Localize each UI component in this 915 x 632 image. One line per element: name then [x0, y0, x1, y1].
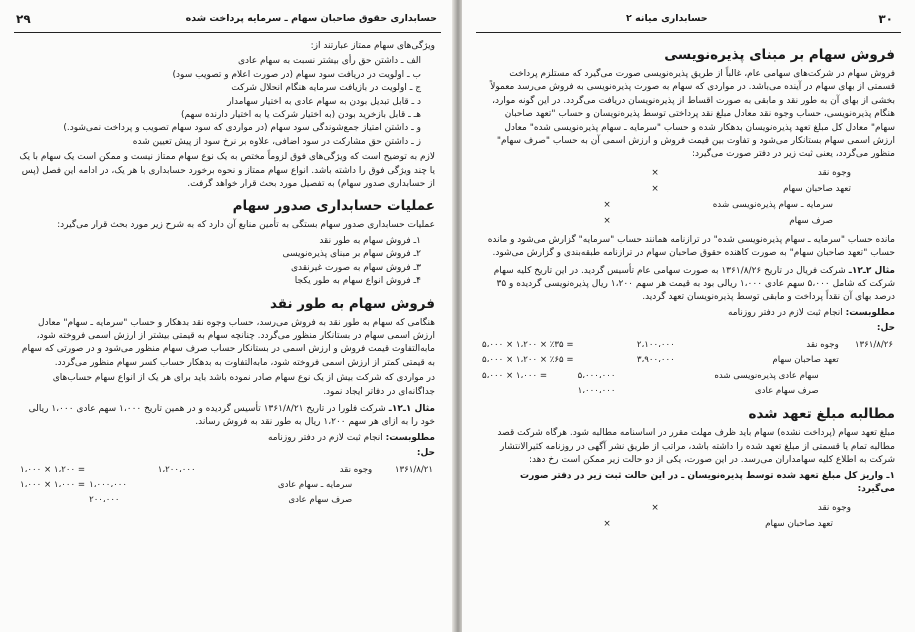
journal-row: [18, 478, 435, 493]
journal-calc: [18, 493, 87, 508]
example: [480, 265, 895, 305]
journal-account: تعهد صاحبان سهام: [772, 355, 839, 366]
feature-item: الف ـ داشتن حق رأی بیشتر نسبت به سهام عادی: [237, 56, 421, 67]
example-text: شرکت فریال در تاریخ ۱۳۶۱/۸/۲۶ به صورت سهامی عام تأسیس گردید. در این تاریخ کلیه سهام شرکت که شامل ۵،۰۰۰ سهم عادی ۱،۰۰۰ ریالی بود به قیمت هر سهم ۱،۲۰۰ ریال پذیره‌نویسی گردیده و ۳۵ درصد بهای آن نقداً پرداخت و مابقی توسط پذیره‌نویسان تعهد گردید.: [493, 265, 895, 303]
entry-row: [583, 516, 855, 532]
solution-label: حل:: [416, 448, 435, 459]
issuance-item: ۴ـ فروش انواع سهام به طور یکجا: [294, 276, 421, 287]
journal-credit: ۱،۰۰۰،۰۰۰: [577, 385, 616, 396]
entry-credit-mark: ×: [603, 216, 611, 227]
page-header: [14, 8, 441, 33]
feature-item: ج ـ اولویت در بازیافت سرمایه هنگام انحلال شرکت: [231, 83, 421, 94]
entry-row: [583, 500, 855, 516]
example: [18, 403, 435, 430]
journal-credit: ۲۰۰،۰۰۰: [89, 495, 120, 506]
required: [18, 432, 435, 445]
journal-credit: ۵،۰۰۰،۰۰۰: [577, 370, 616, 381]
example-text: شرکت فلورا در تاریخ ۱۳۶۱/۸/۲۱ تأسیس گردیده و در همین تاریخ ۱،۰۰۰ سهم عادی ۱،۰۰۰ ریالی خود را به ازای هر سهم ۱،۲۰۰ ریال به طور نقد به فروش رساند.: [28, 403, 435, 428]
entry-row: [583, 214, 855, 230]
journal-credit: [87, 463, 156, 478]
entry-debit-mark: [631, 516, 679, 532]
journal-credit: ۱،۰۰۰،۰۰۰: [89, 479, 127, 490]
case-title: ۱ـ واریز کل مبلغ تعهد شده توسط پذیره‌نویسان ـ در این حالت ثبت زیر در دفتر صورت می‌گیرد:: [520, 470, 895, 494]
journal-date: [374, 478, 435, 493]
journal-row: [480, 338, 895, 353]
section-heading: فروش سهام بر مبنای پذیره‌نویسی: [664, 47, 895, 63]
feature-item: ب ـ اولویت در دریافت سود سهام (در صورت اعلام و تصویب سود): [172, 69, 421, 80]
journal-debit: [156, 478, 225, 493]
page-content: [480, 40, 895, 536]
entry-row: [583, 182, 855, 198]
features-note: لازم به توضیح است که ویژگی‌های فوق لزوماً مختص به یک نوع سهام ممتاز نیست و ممکن است یک سهام با یک یا چند ویژگی فوق را داشته باشد. انواع سهام ممتاز و نحوه برخورد حسابداری با هر یک، در ادامه این فصل (پس از حسابداری صدور سهام) به تفصیل مورد بحث قرار خواهد گرفت.: [19, 152, 435, 190]
entry-template-table: [583, 166, 855, 230]
journal-date: ۱۳۶۱/۸/۲۶: [854, 339, 893, 350]
entry-credit-mark: [583, 182, 631, 198]
journal-debit: ۲،۱۰۰،۰۰۰: [636, 339, 675, 350]
entry-debit-mark: ×: [651, 184, 659, 195]
section-intro: عملیات حسابداری صدور سهام بستگی به تأمین منابع آن دارد که به شرح زیر مورد بحث قرار می‌گیرد:: [57, 220, 435, 231]
solution-label: حل:: [876, 323, 895, 334]
journal-account: وجوه نقد: [806, 339, 839, 350]
features-intro: ویژگی‌های سهام ممتاز عبارتند از:: [310, 41, 435, 51]
entry-debit-mark: [631, 214, 679, 230]
entry-account: سرمایه ـ سهام پذیره‌نویسی شده: [712, 200, 833, 211]
journal-calc: ۵،۰۰۰ × ۱،۲۰۰ × ٪۳۵ =: [482, 339, 574, 350]
entry-credit-mark: ×: [603, 518, 611, 529]
entry-credit-mark: ×: [603, 200, 611, 211]
journal-table: [18, 463, 435, 509]
journal-row: [18, 493, 435, 508]
required-text: انجام ثبت لازم در دفتر روزنامه: [727, 307, 843, 318]
journal-date: [374, 493, 435, 508]
journal-calc: ۱،۰۰۰ × ۱،۰۰۰ =: [20, 479, 86, 490]
journal-credit: [576, 353, 635, 368]
page-header: [476, 8, 901, 33]
journal-account: سرمایه ـ سهام عادی: [277, 479, 353, 490]
entry-row: [583, 166, 855, 182]
section-heading: مطالبه مبلغ تعهد شده: [748, 406, 895, 423]
entry-account: وجوه نقد: [817, 502, 851, 513]
journal-date: [841, 353, 895, 368]
journal-debit: [635, 384, 694, 399]
features-list: [18, 55, 435, 149]
feature-item: ز ـ داشتن حق مشارکت در سود اضافی، علاوه بر نرخ سود از پیش تعیین شده: [132, 136, 421, 147]
entry-account: تعهد صاحبان سهام: [765, 518, 833, 529]
journal-debit: [156, 493, 225, 508]
issuance-item: ۳ـ فروش سهام به صورت غیرنقدی: [290, 262, 421, 273]
entry-account: وجوه نقد: [817, 168, 851, 179]
page-content: [18, 40, 435, 513]
journal-row: [480, 384, 895, 399]
entry-credit-mark: [583, 500, 631, 516]
journal-date: [841, 384, 895, 399]
entry-debit-mark: [631, 198, 679, 214]
entry-debit-mark: ×: [651, 168, 659, 179]
issuance-item: ۱ـ فروش سهام به طور نقد: [319, 235, 421, 246]
journal-row: [480, 369, 895, 384]
paragraph: در مواردی که شرکت بیش از یک نوع سهام صادر نموده باشد باید برای هر یک از انواع سهام حساب‌های جداگانه‌ای در دفاتر ایجاد نمود.: [52, 373, 435, 397]
journal-debit: [635, 369, 694, 384]
journal-debit: ۳،۹۰۰،۰۰۰: [636, 355, 675, 366]
required-text: انجام ثبت لازم در دفتر روزنامه: [267, 432, 383, 443]
issuance-list: [18, 235, 435, 289]
journal-table: [480, 338, 895, 400]
journal-calc: ۱،۰۰۰ × ۱،۲۰۰ =: [20, 464, 86, 475]
paragraph: مبلغ تعهد سهام (پرداخت نشده) سهام باید ظرف مهلت مقرر در اساسنامه مطالبه شود. هرگاه شرکت قصد مطالبه تمام یا قسمتی از مبلغ تعهد شده را داشته باشد، مراتب از طریق نشر آگهی در روزنامه کثیرالانتشار شرکت به اطلاع کلیه سهامداران می‌رسد. در این صورت، یکی از دو حالت زیر ممکن است رخ دهد:: [497, 428, 895, 466]
journal-date: ۱۳۶۱/۸/۲۱: [394, 464, 433, 475]
feature-item: و ـ داشتن امتیاز جمع‌شوندگی سود سهام (در مواردی که سود سهام تصویب و پرداخت نمی‌شود.): [63, 123, 421, 134]
feature-item: هـ ـ قابل بازخرید بودن (به اختیار شرکت یا به اختیار دارنده سهم): [180, 110, 421, 121]
page-number: ۳۰: [878, 12, 893, 26]
entry-account: تعهد صاحبان سهام: [783, 184, 851, 195]
feature-item: د ـ قابل تبدیل بودن به سهام عادی به اختیار سهامدار: [227, 96, 421, 107]
journal-credit: [576, 338, 635, 353]
journal-date: [841, 369, 895, 384]
entry-template-table: [583, 500, 855, 532]
example-title: مثال ۲ـ۱۲ـ: [848, 265, 895, 276]
journal-row: [480, 353, 895, 368]
journal-row: [18, 463, 435, 478]
journal-account: وجوه نقد: [339, 464, 373, 475]
page-right: [462, 0, 915, 632]
entry-credit-mark: [583, 166, 631, 182]
journal-calc: ۵،۰۰۰ × ۱،۰۰۰ =: [482, 370, 548, 381]
issuance-item: ۲ـ فروش سهام بر مبنای پذیره‌نویسی: [282, 249, 421, 260]
required: [480, 307, 895, 320]
journal-account: سهام عادی پذیره‌نویسی شده: [714, 370, 819, 381]
journal-calc: ۵،۰۰۰ × ۱،۲۰۰ × ٪۶۵ =: [482, 355, 574, 366]
entry-row: [583, 198, 855, 214]
section-heading: فروش سهام به طور نقد: [270, 295, 435, 312]
example-title: مثال ۱ـ۱۲ـ: [388, 403, 435, 414]
running-title: حسابداری میانه ۲: [626, 13, 708, 24]
paragraph: فروش سهام در شرکت‌های سهامی عام، غالباً از طریق پذیره‌نویسی صورت می‌گیرد که مستلزم پرداخت قسمتی از بهای سهام در آینده می‌باشد. در مواردی که سهام به صورت پذیره‌نویسی به فروش می‌رسد معمولاً بخشی از بهای آن به طور نقد و مابقی به صورت اقساط از پذیره‌نویسان دریافت می‌گردد. در این گونه موارد، هنگام پذیره‌نویسی، حساب وجوه نقد معادل مبلغ نقد پرداختی توسط پذیره‌نویسان و حساب "تعهد صاحبان سهام" معادل کل مبلغ تعهد پذیره‌نویسان بدهکار شده و حساب "سرمایه ـ سهام پذیره‌نویسی شده" معادل ارزش اسمی سهام بستانکار می‌شود و تفاوت بین قیمت فروش و ارزش اسمی آن به حساب "صرف سهام" منظور می‌گردد، یعنی ثبت زیر در دفتر صورت می‌گیرد:: [490, 69, 895, 160]
journal-account: صرف سهام عادی: [288, 495, 353, 506]
journal-account: صرف سهام عادی: [754, 385, 819, 396]
entry-account: صرف سهام: [789, 216, 833, 227]
journal-calc: [480, 384, 576, 399]
paragraph: مانده حساب "سرمایه ـ سهام پذیره‌نویسی شده" در ترازنامه همانند حساب "سرمایه" گزارش می‌شود و مانده حساب "تعهد صاحبان سهام" به صورت کاهنده حقوق صاحبان سهام در ترازنامه طبقه‌بندی و گزارش می‌شود.: [487, 234, 895, 259]
journal-debit: ۱،۲۰۰،۰۰۰: [157, 464, 196, 475]
entry-debit-mark: ×: [651, 502, 659, 513]
required-label: مطلوبست:: [385, 432, 435, 443]
running-title: حسابداری حقوق صاحبان سهام ـ سرمایه پرداخت شده: [185, 13, 437, 24]
paragraph: هنگامی که سهام به طور نقد به فروش می‌رسد، حساب وجوه نقد بدهکار و حساب "سرمایه ـ سهام" معادل ارزش اسمی سهام در بستانکار منظور می‌گردد. چنانچه سهام به قیمتی بیشتر از ارزش اسمی فروخته شود، مابه‌التفاوت قیمت فروش و ارزش اسمی در بستانکار حساب صرف سهام منظور می‌شود و در صورتی که سهام به قیمتی کمتر از ارزش اسمی فروخته شود، مابه‌التفاوت به بدهکار حساب کسر سهام منظور می‌گردد.: [21, 317, 435, 368]
page-number: ۲۹: [16, 12, 31, 26]
section-heading: عملیات حسابداری صدور سهام: [232, 198, 435, 215]
page-left: [0, 0, 455, 632]
required-label: مطلوبست:: [845, 307, 895, 318]
